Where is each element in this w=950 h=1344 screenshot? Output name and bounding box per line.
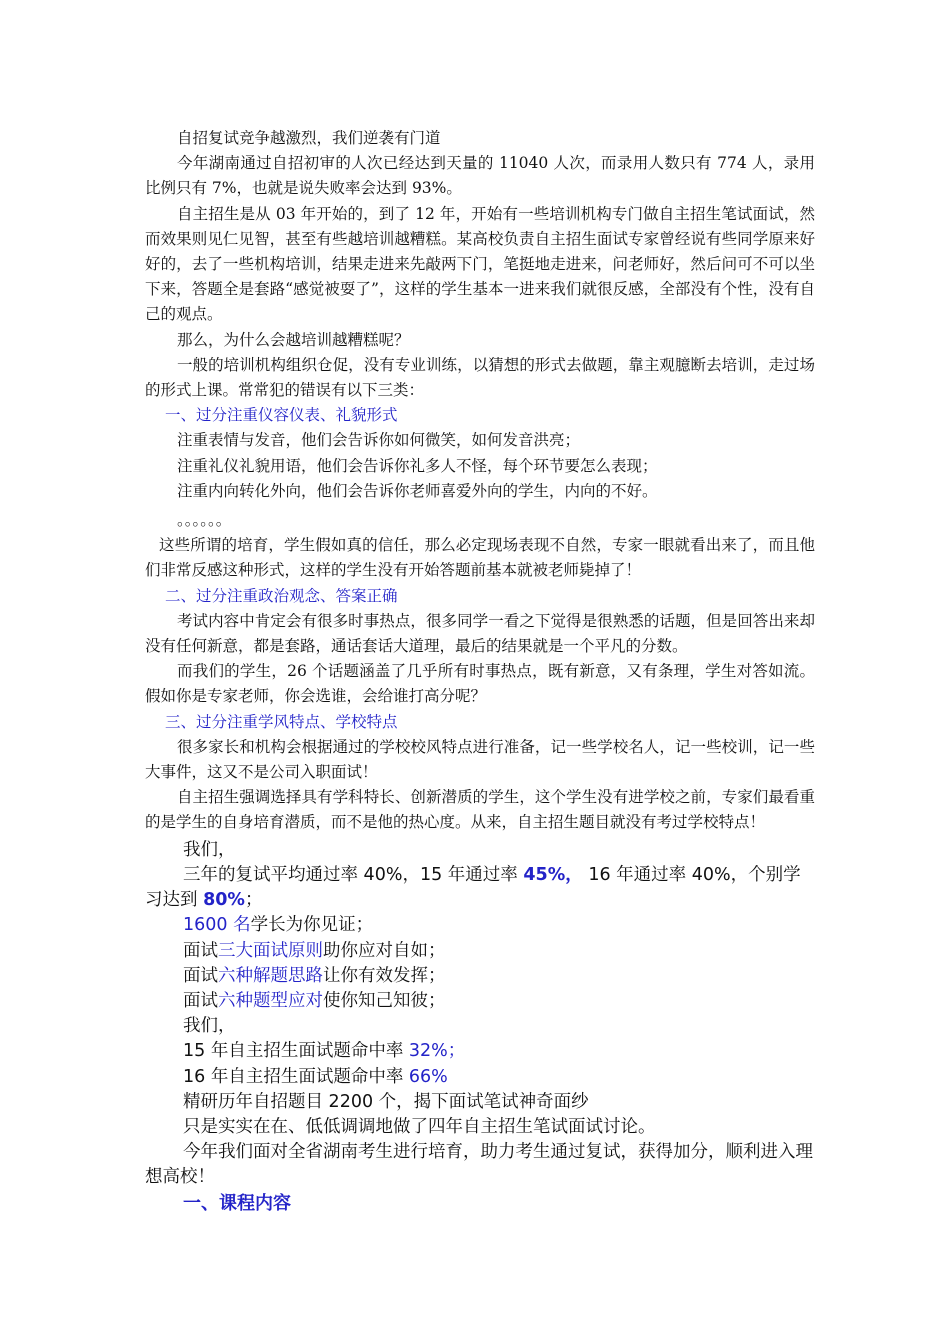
promo-highlight: 六种题型应对: [218, 990, 323, 1011]
promo-line: 只是实实在在、低低调调地做了四年自主招生笔试面试讨论。: [183, 1116, 656, 1137]
promo-highlight: 1600 名: [183, 915, 251, 936]
paragraph: 而我们的学生，26 个话题涵盖了几乎所有时事热点，既有新意，又有条理，学生对答如流。假如你是专家老师，你会选谁，会给谁打高分呢？: [145, 662, 815, 706]
promo-line: [145, 939, 815, 964]
section-heading-1: 一、过分注重仪容仪表、礼貌形式: [165, 406, 398, 425]
promo-text: 面试: [183, 940, 218, 961]
promo-highlight: 66%: [408, 1066, 448, 1087]
paragraph: 那么，为什么会越培训越糟糕呢？: [177, 330, 410, 349]
paragraph: 注重礼仪礼貌用语，他们会告诉你礼多人不怪，每个环节要怎么表现；: [177, 456, 658, 475]
paragraph: 注重表情与发音，他们会告诉你如何微笑，如何发音洪亮；: [177, 431, 581, 450]
paragraph: 注重内向转化外向，他们会告诉你老师喜爱外向的学生，内向的不好。: [177, 481, 658, 500]
promo-line: [145, 1065, 815, 1090]
course-heading: 一、课程内容: [183, 1192, 291, 1214]
document-body: [145, 126, 815, 1216]
promo-text: 面试: [183, 990, 218, 1011]
promo-text: 面试: [183, 965, 218, 986]
promo-line: 我们，: [183, 839, 236, 860]
promo-text: 16 年自主招生面试题命中率: [183, 1066, 409, 1087]
promo-line: [145, 863, 815, 913]
promo-highlight: 三大面试原则: [218, 940, 323, 961]
ellipsis-line: 。。。。。。: [177, 511, 232, 530]
promo-text: ；: [244, 890, 263, 911]
promo-text: 使你知己知彼；: [323, 990, 446, 1011]
paragraph: 自主招生强调选择具有学科特长、创新潜质的学生，这个学生没有进学校之前，专家们最看重的是学生的自身培育潜质，而不是他的热心度。从来，自主招生题目就没有考过学校特点！: [145, 788, 815, 832]
promo-text: 三年的复试平均通过率 40%，15 年通过率: [183, 864, 524, 885]
promo-text: 16 年通过率 40%，个别学习达到: [145, 864, 801, 911]
promo-line: 今年我们面对全省湖南考生进行培育，助力考生通过复试，获得加分，顺利进入理想高校！: [145, 1142, 813, 1188]
promo-text: 学长为你见证；: [250, 915, 374, 936]
paragraph: 一般的培训机构组织仓促，没有专业训练，以猜想的形式去做题，靠主观臆断去培训，走过场的形式上课。常常犯的错误有以下三类：: [145, 355, 815, 400]
promo-line: [145, 913, 815, 938]
paragraph: 自主招生是从 03 年开始的，到了 12 年，开始有一些培训机构专门做自主招生笔试面试，然而效果则见仁见智，甚至有些越培训越糟糕。某高校负责自主招生面试专家曾经说有些同学原来好好的，去了一些机构培训，结果走进来先敲两下门，笔挺地走进来，问老师好，然后问可不可以坐下来，答题全是套路“感觉被耍了”，这样的学生基本一进来我们就很反感，全部没有个性，没有自己的观点。: [145, 204, 815, 324]
promo-highlight: 80%: [203, 890, 245, 911]
section-heading-3: 三、过分注重学风特点、学校特点: [165, 712, 398, 731]
promo-highlight: 32%；: [408, 1041, 466, 1062]
paragraph: 很多家长和机构会根据通过的学校校风特点进行准备，记一些学校名人，记一些校训，记一些大事件，这又不是公司入职面试！: [145, 737, 815, 782]
promo-line: [145, 989, 815, 1014]
promo-line: 我们，: [183, 1016, 236, 1037]
paragraph: 考试内容中肯定会有很多时事热点，很多同学一看之下觉得是很熟悉的话题，但是回答出来却没有任何新意，都是套路，通话套话大道理，最后的结果就是一个平凡的分数。: [145, 611, 815, 656]
paragraph: 今年湖南通过自招初审的人次已经达到天量的 11040 人次，而录用人数只有 774 人，录用比例只有 7%，也就是说失败率会达到 93%。: [145, 154, 815, 198]
promo-text: 让你有效发挥；: [323, 965, 446, 986]
promo-text: 助你应对自如；: [323, 940, 446, 961]
promo-line: 精研历年自招题目 2200 个，揭下面试笔试神奇面纱: [183, 1091, 589, 1112]
section-heading-2: 二、过分注重政治观念、答案正确: [165, 586, 398, 605]
paragraph: 这些所谓的培育，学生假如真的信任，那么必定现场表现不自然，专家一眼就看出来了，而且他们非常反感这种形式，这样的学生没有开始答题前基本就被老师毙掉了！: [145, 536, 815, 580]
promo-line: [145, 964, 815, 989]
promo-text: 15 年自主招生面试题命中率: [183, 1041, 409, 1062]
promo-highlight: 六种解题思路: [218, 965, 323, 986]
promo-highlight: 45%，: [523, 864, 583, 885]
promo-line: [145, 1039, 815, 1064]
doc-title: 自招复试竞争越激烈，我们逆袭有门道: [177, 129, 441, 147]
